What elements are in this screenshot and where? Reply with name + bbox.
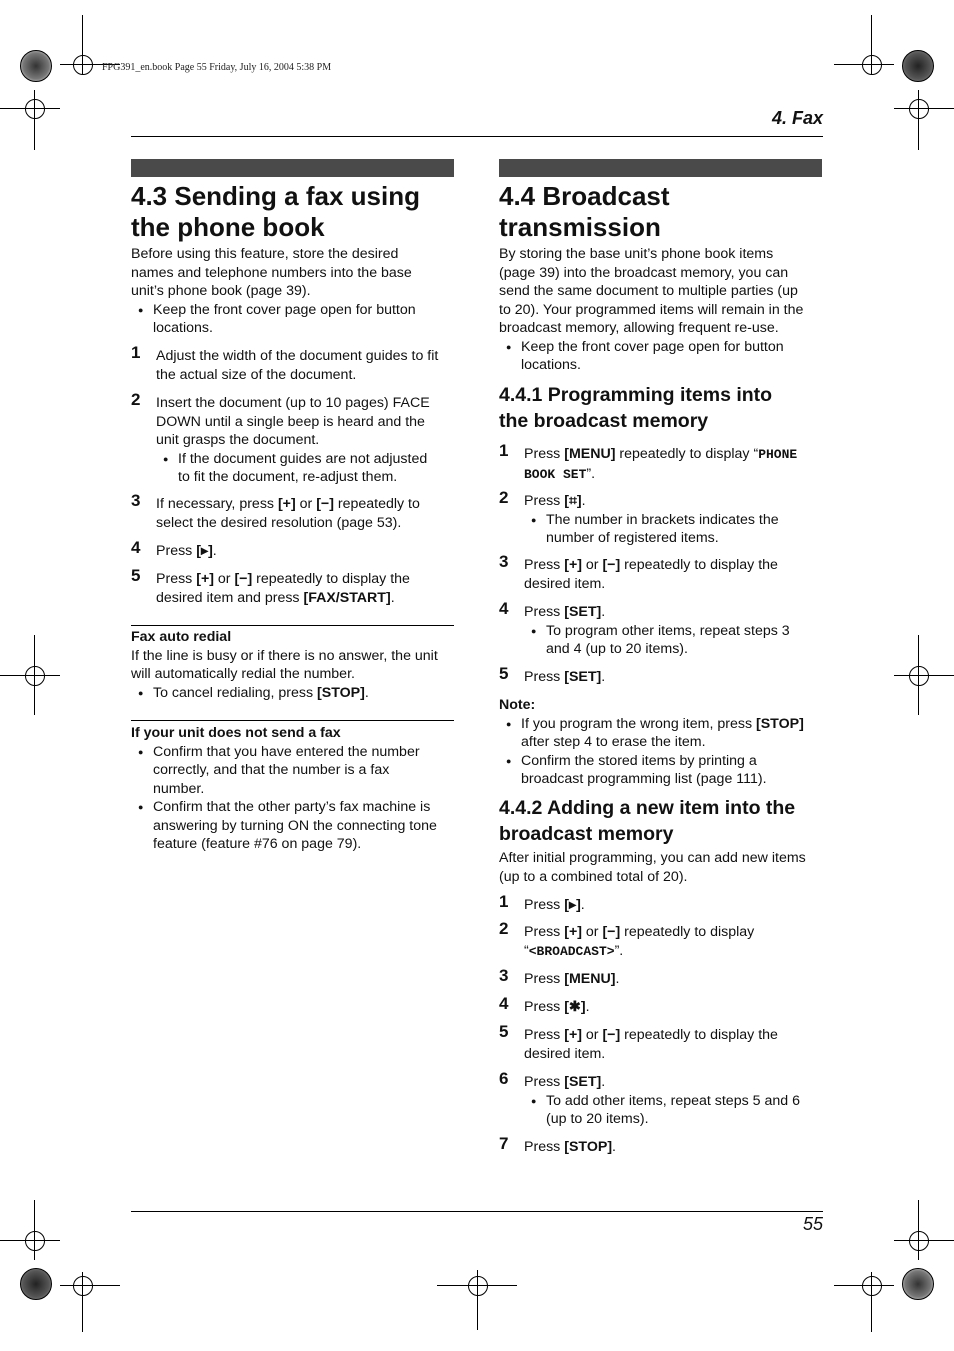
chapter-title: 4. Fax [771, 108, 823, 128]
bullet-item: ● To program other items, repeat steps 3 and 4 (up to 20 items). [524, 622, 824, 659]
minus-key: [−] [234, 571, 253, 587]
auto-redial-title: Fax auto redial [131, 629, 232, 645]
menu-key: [MENU] [564, 971, 616, 987]
subsection-title-4-4-1: 4.4.1 Programming items into the broadcast memory [499, 384, 773, 432]
step-number: 5 [131, 566, 141, 585]
right-arrow-key: [▸] [564, 897, 581, 913]
step-number: 3 [499, 552, 509, 571]
registration-mark-top-left [0, 0, 120, 150]
minus-key: [−] [316, 496, 334, 512]
plus-key: [+] [277, 496, 296, 512]
auto-redial-box: Fax auto redial If the line is busy or if there is no answer, the unit will automatically redial the number. ● To cancel redialing, press [STOP]. [131, 628, 461, 702]
display-text: BOOK SET [524, 466, 587, 482]
header-rule [131, 136, 823, 137]
plus-key: [+] [564, 1027, 582, 1043]
set-key: [SET] [564, 1074, 602, 1090]
registration-mark-top-right [834, 0, 954, 150]
note-box [499, 696, 829, 789]
bullet-item: ● Confirm that the other party’s fax machine is answering by turning ON the connecting tone feature (feature #76 on page 79). [131, 798, 461, 854]
step-number: 4 [131, 538, 141, 557]
plus-key: [+] [564, 557, 582, 573]
step-number: 3 [131, 491, 141, 510]
section-band-right [499, 159, 822, 177]
step-number: 3 [499, 966, 509, 985]
minus-key: [−] [602, 557, 621, 573]
step-number: 1 [499, 441, 509, 460]
step-number: 4 [499, 599, 509, 618]
plus-key: [+] [564, 924, 582, 940]
registration-mark-mid-right [894, 635, 954, 715]
right-arrow-key: [▸] [196, 543, 213, 559]
registration-mark-bottom-center [437, 1270, 517, 1330]
not-send-box [131, 724, 461, 854]
step-number: 1 [499, 892, 509, 911]
step-number: 5 [499, 664, 509, 683]
set-key: [SET] [564, 669, 602, 685]
set-key: [SET] [564, 604, 602, 620]
step-number: 2 [131, 390, 141, 409]
menu-key: [MENU] [564, 446, 616, 462]
section-band-left [131, 159, 454, 177]
display-text: PHONE [758, 447, 798, 462]
stop-key: [STOP] [317, 684, 365, 701]
step-number: 5 [499, 1022, 509, 1041]
subsection-title-4-4-2: 4.4.2 Adding a new item into the broadcast memory [499, 797, 796, 845]
box-rule-not-send [131, 720, 454, 721]
display-text: <BROADCAST> [528, 943, 615, 959]
bullet-item: ● The number in brackets indicates the number of registered items. [524, 511, 824, 548]
broadcast-key: [⌗] [564, 493, 582, 509]
step-number: 2 [499, 919, 509, 938]
add-item-intro: After initial programming, you can add new items (up to a combined total of 20). [499, 850, 806, 885]
fax-start-key: [FAX/START] [303, 589, 391, 606]
registration-mark-bottom-right [834, 1200, 954, 1351]
bullet-item: ● Confirm that you have entered the number correctly, and that the number is a fax number. [131, 743, 461, 799]
box-rule-auto-redial [131, 625, 454, 626]
step-number: 2 [499, 488, 509, 507]
printer-line: FPG391_en.book Page 55 Friday, July 16, 2004 5:38 PM [102, 62, 332, 73]
bullet-item: ● To add other items, repeat steps 5 and 6 (up to 20 items). [524, 1092, 824, 1129]
intro-text: Before using this feature, store the desired names and telephone numbers into the base unit’s phone book (page 39). ● Keep the front cover page open for button locations. [131, 245, 461, 338]
stop-key: [STOP] [564, 1139, 613, 1155]
plus-key: [+] [196, 571, 214, 587]
registration-mark-bottom-left [0, 1200, 120, 1351]
bullet-item: ● Confirm the stored items by printing a broadcast programming list (page 111). [499, 752, 829, 789]
note-title: Note: [499, 697, 536, 713]
star-key: [✱] [564, 999, 586, 1015]
step-number: 6 [499, 1069, 509, 1088]
bullet-item: ● To cancel redialing, press [STOP]. [131, 684, 461, 703]
section-title-4-3: 4.3 Sending a fax using the phone book [131, 181, 420, 242]
step-number: 7 [499, 1134, 509, 1153]
bullet-item: ● Keep the front cover page open for button locations. [499, 338, 829, 375]
footer-rule [131, 1211, 823, 1212]
bullet-item: ● If the document guides are not adjusted to fit the document, re-adjust them. [156, 450, 456, 487]
step-number: 1 [131, 343, 141, 362]
registration-mark-mid-left [0, 635, 60, 715]
step-number: 4 [499, 994, 509, 1013]
stop-key: [STOP] [755, 715, 804, 732]
not-send-title: If your unit does not send a fax [131, 725, 341, 741]
minus-key: [−] [602, 924, 621, 940]
bullet-item: ● If you program the wrong item, press [STOP] after step 4 to erase the item. [499, 715, 829, 752]
broadcast-intro: By storing the base unit’s phone book items (page 39) into the broadcast memory, you can send the same document to multiple parties (up to 20). Your programmed items will remain in the broadcast memory, allowing frequent re-use. ● Keep the front cover page open for button locations. [499, 245, 829, 375]
section-title-4-4: 4.4 Broadcast transmission [499, 181, 670, 242]
minus-key: [−] [602, 1027, 621, 1043]
page-number: 55 [802, 1214, 823, 1234]
bullet-item: ● Keep the front cover page open for button locations. [131, 301, 461, 338]
